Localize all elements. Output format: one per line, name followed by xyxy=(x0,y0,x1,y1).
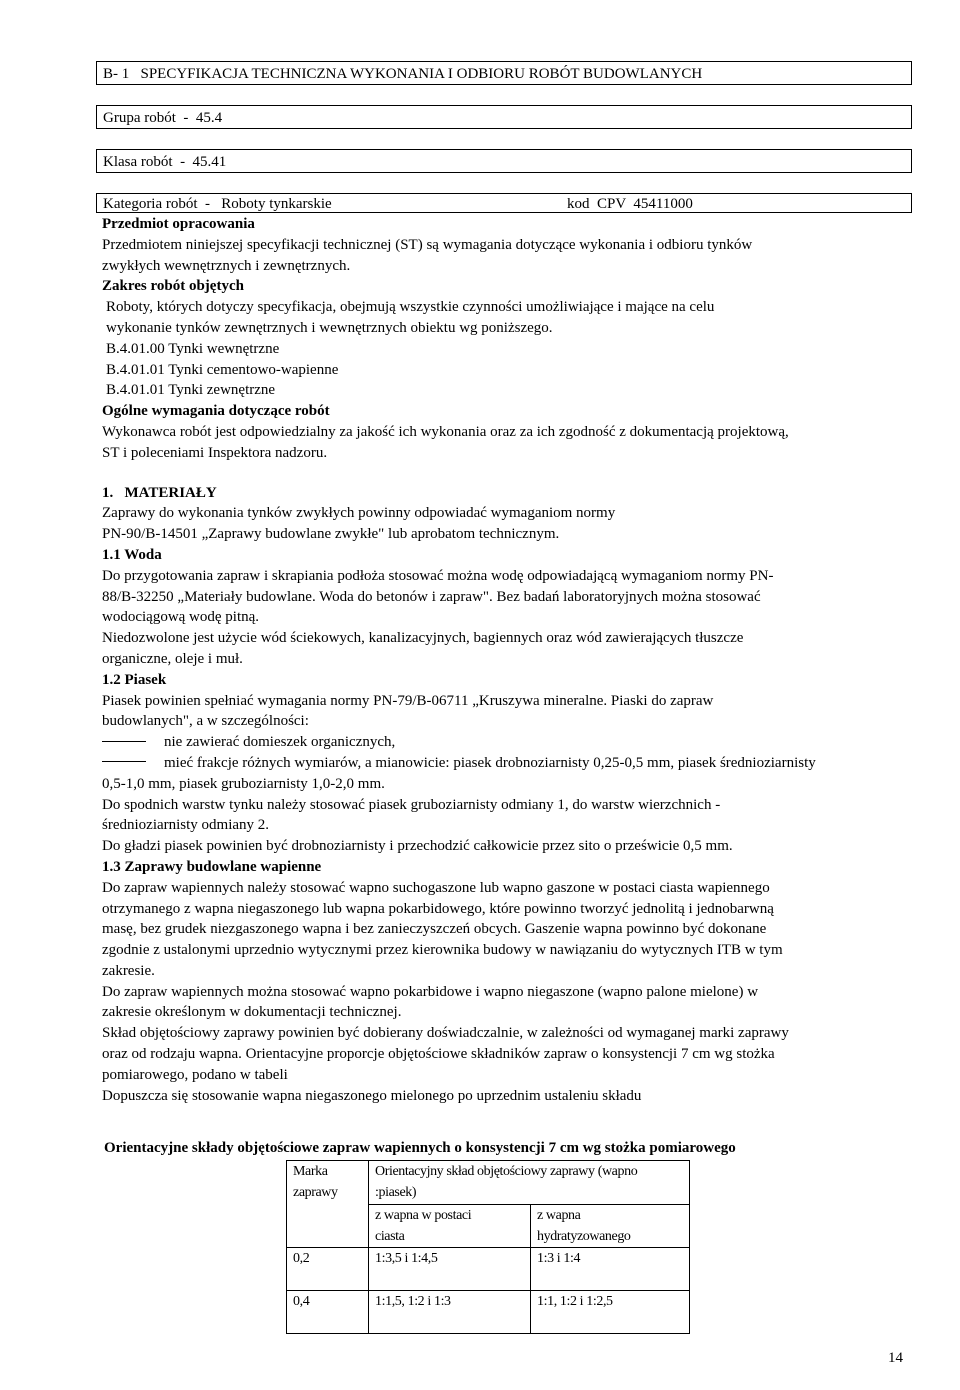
cpv-code: kod CPV 45411000 xyxy=(567,196,693,212)
header-text: :piasek) xyxy=(375,1185,417,1200)
heading-materialy: 1. MATERIAŁY xyxy=(102,484,217,501)
table-caption: Orientacyjne składy objętościowe zapraw wapiennych o konsystencji 7 cm wg stożka pomiarowego xyxy=(104,1140,736,1156)
klasa-robot: Klasa robót - 45.41 xyxy=(103,154,227,170)
para-zap-10: pomiarowego, podano w tabeli xyxy=(102,1066,288,1083)
heading-ogolne: Ogólne wymagania dotyczące robót xyxy=(102,403,330,420)
para-zap-5: zakresie. xyxy=(102,962,155,979)
klasa-box xyxy=(96,149,912,173)
header-cell-ciasto xyxy=(369,1204,531,1248)
header-cell-marka xyxy=(287,1161,369,1248)
grupa-box xyxy=(96,105,912,129)
para-zap-6: Do zapraw wapiennych można stosować wapno pokarbidowe i wapno niegaszone (wapno palone mielone) w xyxy=(102,983,759,1000)
heading-zakres: Zakres robót objętych xyxy=(102,278,244,295)
header-cell-sklad xyxy=(369,1161,690,1205)
para-piasek-6: Do spodnich warstw tynku należy stosować piasek gruboziarnisty odmiany 1, do warstw wierzchnich - xyxy=(102,796,721,813)
heading-woda: 1.1 Woda xyxy=(102,546,162,563)
list-item-tynki-zewnetrzne: B.4.01.01 Tynki zewnętrzne xyxy=(106,382,276,399)
cell-hydr: 1:3 i 1:4 xyxy=(531,1248,690,1291)
bullet-text: nie zawierać domieszek organicznych, xyxy=(164,734,396,751)
para-zap-7: zakresie określonym w dokumentacji technicznej. xyxy=(102,1004,402,1021)
table-header-row xyxy=(287,1161,690,1205)
bullet-text: mieć frakcje różnych wymiarów, a mianowicie: piasek drobnoziarnisty 0,25-0,5 mm, piasek średnioziarnisty xyxy=(164,754,816,771)
document-body xyxy=(102,214,914,1106)
para-zap-3: masę, bez grudek niezgaszonego wapna i bez zanieczyszczeń obcych. Gaszenie wapna powinno być dokonane xyxy=(102,921,767,938)
para-piasek-7: średnioziarnisty odmiany 2. xyxy=(102,817,270,834)
para-woda-2: 88/B-32250 „Materiały budowlane. Woda do betonów i zapraw". Bez badań laboratoryjnych można stosować xyxy=(102,588,761,605)
dash-bullet xyxy=(102,741,146,742)
para-zakres-1: Roboty, których dotyczy specyfikacja, obejmują wszystkie czynności umożliwiające i mające na celu xyxy=(106,299,715,316)
cell-marka: 0,2 xyxy=(287,1248,369,1291)
para-piasek-2: budowlanych", a w szczególności: xyxy=(102,713,309,730)
cell-ciasto: 1:3,5 i 1:4,5 xyxy=(369,1248,531,1291)
para-zap-1: Do zapraw wapiennych należy stosować wapno suchogaszone lub wapno gaszone w postaci ciasta wapiennego xyxy=(102,879,770,896)
para-piasek-1: Piasek powinien spełniać wymagania normy PN-79/B-06711 „Kruszywa mineralne. Piaski do zapraw xyxy=(102,692,714,709)
para-piasek-5: 0,5-1,0 mm, piasek gruboziarnisty 1,0-2,0 mm. xyxy=(102,775,385,792)
para-ogolne-2: ST i poleceniami Inspektora nadzoru. xyxy=(102,444,328,461)
page-number: 14 xyxy=(888,1350,903,1366)
list-item-tynki-wewnetrzne: B.4.01.00 Tynki wewnętrzne xyxy=(106,340,280,357)
para-ogolne-1: Wykonawca robót jest odpowiedzialny za jakość ich wykonania oraz za ich zgodność z dokumentacją projektową, xyxy=(102,423,789,440)
cell-marka: 0,4 xyxy=(287,1291,369,1334)
header-text: Orientacyjny skład objętościowy zaprawy (wapno xyxy=(375,1164,638,1179)
header-text: Marka xyxy=(293,1164,328,1179)
para-piasek-8: Do gładzi piasek powinien być drobnoziarnisty i przechodzić całkowicie przez sito o prześwicie 0,5 mm. xyxy=(102,838,733,855)
bullet-piasek-2 xyxy=(102,753,914,774)
kategoria-box xyxy=(96,193,912,213)
header-text: ciasta xyxy=(375,1228,405,1244)
dash-bullet xyxy=(102,761,146,762)
para-przedmiot-1: Przedmiotem niniejszej specyfikacji technicznej (ST) są wymagania dotyczące wykonania i odbioru tynków xyxy=(102,236,753,253)
heading-zaprawy: 1.3 Zaprawy budowlane wapienne xyxy=(102,858,322,875)
heading-przedmiot: Przedmiot opracowania xyxy=(102,216,255,232)
para-woda-5: organiczne, oleje i muł. xyxy=(102,650,243,667)
para-mat-2: PN-90/B-14501 „Zaprawy budowlane zwykłe" lub aprobatom technicznym. xyxy=(102,526,560,543)
para-zap-8: Skład objętościowy zaprawy powinien być dobierany doświadczalnie, w zależności od wymaganej marki zaprawy xyxy=(102,1025,789,1042)
para-mat-1: Zaprawy do wykonania tynków zwykłych powinny odpowiadać wymaganiom normy xyxy=(102,505,616,522)
grupa-robot: Grupa robót - 45.4 xyxy=(103,110,223,126)
table-row xyxy=(287,1248,690,1291)
para-zap-2: otrzymanego z wapna niegaszonego lub wapna pokarbidowego, które powinno tworzyć jednolitą i jednobarwną xyxy=(102,900,774,917)
heading-piasek: 1.2 Piasek xyxy=(102,671,167,688)
para-woda-1: Do przygotowania zapraw i skrapiania podłoża stosować można wodę odpowiadającą wymaganiom normy PN- xyxy=(102,567,774,584)
para-woda-4: Niedozwolone jest użycie wód ściekowych, kanalizacyjnych, bagiennych oraz wód zawierających tłuszcze xyxy=(102,630,744,647)
para-przedmiot-2: zwykłych wewnętrznych i zewnętrznych. xyxy=(102,257,351,274)
table-row xyxy=(287,1291,690,1334)
para-zap-11: Dopuszcza się stosowanie wapna niegaszonego mielonego po uprzednim ustaleniu składu xyxy=(102,1087,642,1104)
para-woda-3: wodociągową wodę pitną. xyxy=(102,609,260,626)
header-text: zaprawy xyxy=(293,1185,338,1200)
spec-title: B- 1 SPECYFIKACJA TECHNICZNA WYKONANIA I ODBIORU ROBÓT BUDOWLANYCH xyxy=(103,66,703,82)
header-text: hydratyzowanego xyxy=(537,1228,631,1244)
header-cell-hydr xyxy=(531,1204,690,1248)
kategoria-robot: Kategoria robót - Roboty tynkarskie xyxy=(103,196,332,212)
mortar-composition-table xyxy=(286,1160,690,1334)
header-text: z wapna w postaci xyxy=(375,1207,472,1223)
list-item-tynki-cementowo: B.4.01.01 Tynki cementowo-wapienne xyxy=(106,361,339,378)
para-zakres-2: wykonanie tynków zewnętrznych i wewnętrznych obiektu wg poniższego. xyxy=(106,319,553,336)
para-zap-9: oraz od rodzaju wapna. Orientacyjne proporcje objętościowe składników zapraw o konsystencji 7 cm wg stożka xyxy=(102,1046,775,1063)
bullet-piasek-1 xyxy=(102,732,914,753)
para-zap-4: zgodnie z ustalonymi uprzednio wytycznymi przez kierownika budowy w nawiązaniu do wytycznych ITB w tym xyxy=(102,942,783,959)
cell-ciasto: 1:1,5, 1:2 i 1:3 xyxy=(369,1291,531,1334)
header-text: z wapna xyxy=(537,1207,581,1223)
cell-hydr: 1:1, 1:2 i 1:2,5 xyxy=(531,1291,690,1334)
spec-title-box xyxy=(96,61,912,85)
